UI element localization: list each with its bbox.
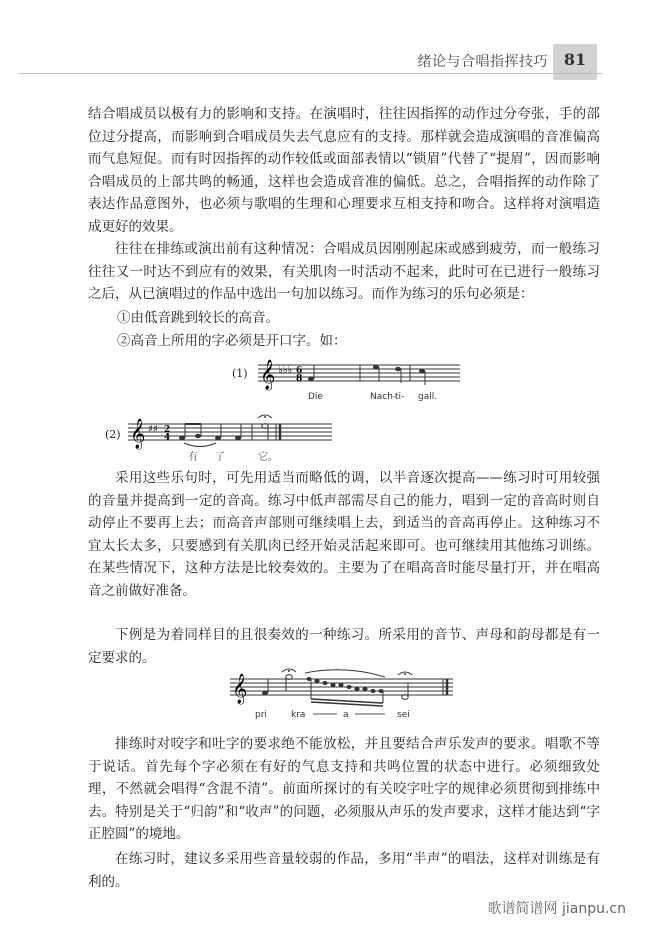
note-head — [373, 365, 379, 369]
music-example-1 — [220, 353, 470, 403]
time-sig-top: 6 — [296, 366, 303, 376]
note-head — [179, 436, 185, 440]
lyric: 有 — [188, 452, 198, 463]
requirement-1: ①由低音跳到较长的高音。 — [117, 310, 279, 326]
note-head — [419, 369, 425, 373]
lyric: sei — [397, 710, 410, 720]
lyric: kra — [291, 710, 306, 720]
example-2-label: (2) — [105, 428, 121, 441]
music-example-3 — [225, 663, 460, 721]
treble-clef-icon: 𝄞 — [260, 360, 276, 390]
paragraph-3: 采用这些乐句时，可先用适当而略低的调，以半音逐次提高——练习时可用较强的音量并提高到一定的音高。练习中低声部需尽自己的能力，唱到一定的音高时则自动停止不要再上去；而高音声部则可继续唱上去，到适当的音高再停止。这种练习不宜太长太多，只要感到有关肌肉已经开始灵活起来即可。也可继续用其他练习训练。在某些情况下，这种方法是比较奏效的。主要为了在唱高音时能尽量打开，并在唱高音之前做好准备。 — [88, 470, 600, 599]
paragraph-1: 结合唱成员以极有力的影响和支持。在演唱时，往往因指挥的动作过分夸张，手的部位过分提高，而影响到合唱成员失去气息应有的支持。那样就会造成演唱的音准偏高而气息短促。而有时因指挥的动作较低或面部表情以“锁眉”代替了“提眉”，因而影响合唱成员的上部共鸣的畅通，这样也会造成音准的偏低。总之，合唱指挥的动作除了表达作品意图外，也必须与歌唱的生理和心理要求互相支持和吻合。这样将对演唱造成更好的效果。 — [88, 106, 600, 235]
requirement-2: ②高音上所用的字必须是开口字。如： — [117, 333, 347, 349]
flat-signs-icon: ♭♭♭ — [278, 365, 293, 376]
time-sig-top: 2 — [164, 425, 171, 435]
lyric: Nach- — [370, 392, 397, 402]
lyric: ti- — [395, 392, 405, 402]
note-head — [235, 436, 241, 440]
note-head — [308, 377, 314, 381]
lyric: Die — [308, 392, 323, 402]
note-head — [262, 691, 268, 695]
page-number: 81 — [563, 50, 587, 69]
paragraph-5: 排练时对咬字和吐字的要求绝不能放松，并且要结合声乐发声的要求。唱歌不等于说话。首先每个字必须在有好的气息支持和共鸣位置的状态中进行。必须细致处理，不然就会唱得“含混不清”。前面所探讨的有关咬字吐字的规律必须贯彻到排练中去。特别是关于“归韵”和“收声”的问题，必须服从声乐的发声要求，这样才能达到“字正腔圆”的境地。 — [88, 736, 600, 842]
note-head — [395, 367, 401, 371]
fermata-dot — [264, 416, 266, 418]
site-watermark: 歌谱简谱网 jianpu.cn — [487, 901, 626, 917]
slur — [305, 670, 385, 677]
time-sig-bottom: 4 — [164, 433, 171, 443]
example-1-label: (1) — [232, 367, 248, 380]
paragraph-4: 下例是为着同样目的且很奏效的一种练习。所采用的音节、声母和韵母都是有一定要求的。 — [88, 627, 600, 666]
note-head — [215, 436, 221, 440]
note-head — [195, 434, 201, 438]
lyric: a — [343, 710, 349, 720]
running-header-title: 绪论与合唱指挥技巧 — [417, 54, 548, 70]
staff-2 — [128, 424, 332, 440]
lyric: pri — [255, 710, 267, 720]
lyric: 了 — [215, 452, 225, 463]
treble-clef-icon: 𝄞 — [130, 419, 146, 449]
slur — [184, 443, 216, 447]
lyric: 它。 — [258, 452, 278, 463]
sharp-signs-icon: ♯♯ — [148, 424, 158, 435]
fermata-dot — [404, 673, 406, 675]
fermata-dot — [288, 670, 290, 672]
paragraph-2: 往往在排练或演出前有这种情况：合唱成员因刚刚起床或感到疲劳，而一般练习往往又一时达不到应有的效果，有关肌肉一时活动不起来，此时可在已进行一般练习之后，从已演唱过的作品中选出一句加以练习。而作为练习的乐句必须是： — [88, 241, 600, 302]
paragraph-6: 在练习时，建议多采用些音量较弱的作品，多用“半声”的唱法，这样对训练是有利的。 — [88, 851, 600, 890]
header-rule — [18, 73, 602, 74]
treble-clef-icon: 𝄞 — [232, 674, 248, 704]
lyric: gall. — [418, 392, 438, 402]
time-sig-bottom: 8 — [296, 374, 303, 384]
music-example-2 — [100, 410, 340, 465]
